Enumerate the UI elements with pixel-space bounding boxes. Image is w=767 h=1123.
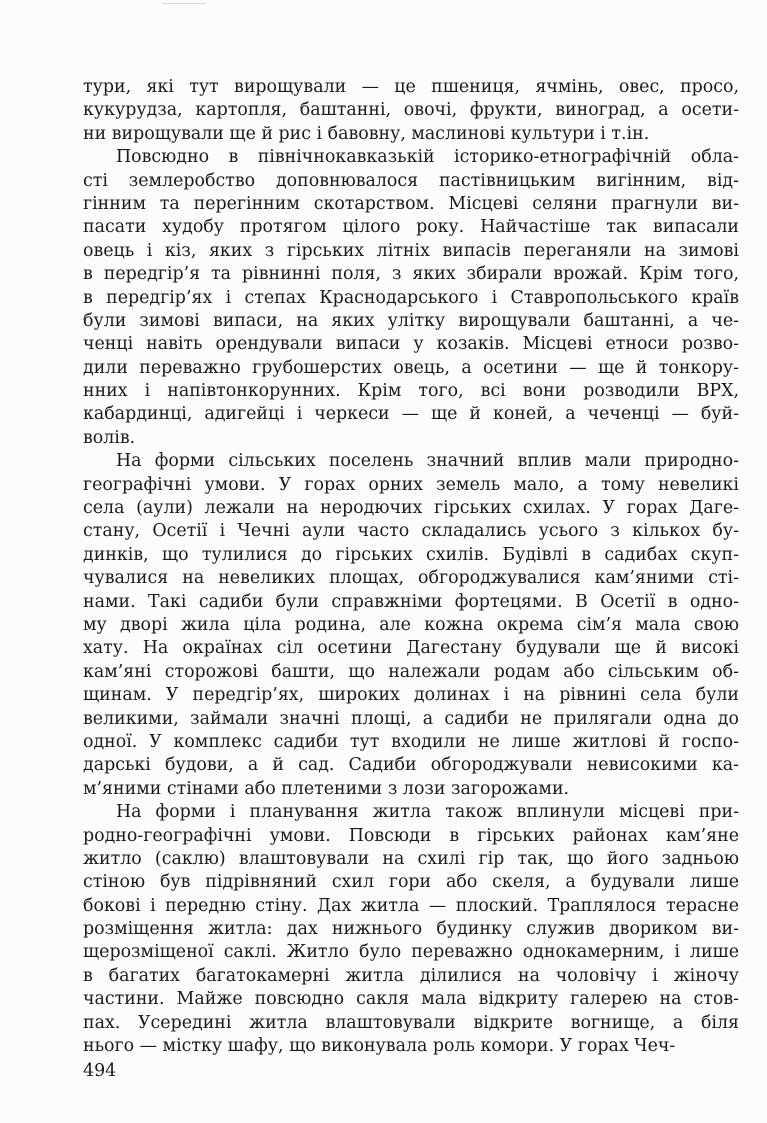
text-line: географічні умови. У горах орних земель мало, а тому невеликі [83,474,739,495]
text-line: кам’яні сторожові башти, що належали родам або сільським об- [83,661,739,682]
paragraph [83,801,739,1058]
text-line: родно-географічні умови. Повсюди в гірських районах кам’яне [83,825,739,846]
text-line: одної. У комплекс садиби тут входили не лише житлові й госпо- [83,731,739,752]
paragraph [83,450,739,801]
text-line: гінним та перегінним скотарством. Місцеві селяни прагнули ви- [83,193,739,214]
text-line: дили переважно грубошерстих овець, а осетини — ще й тонкору- [83,357,739,378]
text-line: великими, займали значні площі, а садиби не прилягали одна до [83,708,739,729]
text-line: На форми і планування житла також вплинули місцеві при- [116,802,739,823]
text-line: сті землеробство доповнювалося пастівницьким вигінним, від- [83,170,739,191]
text-line: щинам. У передгір’ях, широких долинах і на рівнині села були [83,685,739,706]
text-line: частини. Майже повсюдно сакля мала відкриту галерею на стов- [83,989,739,1010]
text-line: пах. Усередині житла влаштовували відкрите вогнище, а біля [83,1012,739,1033]
text-line: були зимові випаси, на яких улітку вирощували баштанні, а че- [83,310,739,331]
text-line: му дворі жила ціла родина, але кожна окрема сім’я мала свою [83,614,739,635]
scan-mark [162,3,206,4]
text-line: щерозміщеної саклі. Житло було переважно однокамерним, і лише [83,942,739,963]
text-line: дарські будови, а й сад. Садиби обгороджували невисокими ка- [83,755,739,776]
text-line: села (аули) лежали на неродючих гірських схилах. У горах Даге- [83,498,739,519]
text-line: ни вирощували ще й рис і бавовну, маслинові культури і т.ін. [83,123,650,144]
text-line: На форми сільських поселень значний вплив мали природно- [116,451,739,472]
text-line: овець і кіз, яких з гірських літніх випасів переганяли на зимові [83,240,739,261]
text-line: кабардинці, адигейці і черкеси — ще й коней, а чеченці — буй- [83,404,739,425]
body-text [83,76,739,1058]
text-line: житло (саклю) влаштовували на схилі гір так, що його задньою [83,848,739,869]
text-line: нього — містку шафу, що виконувала роль комори. У горах Чеч- [83,1036,676,1057]
text-line: волів. [83,427,136,448]
text-line: тури, які тут вирощували — це пшениця, ячмінь, овес, просо, [83,77,739,97]
text-line: пасати худобу протягом цілого року. Найчастіше так випасали [83,217,739,238]
text-line: динків, що тулилися до гірських схилів. Будівлі в садибах скуп- [83,544,739,565]
text-line: чувалися на невеликих площах, обгороджувалися кам’яними сті- [83,568,739,589]
text-line: нних і напівтонкорунних. Крім того, всі вони розводили ВРХ, [83,381,739,402]
text-line: в передгір’ях і степах Краснодарського і Ставропольського країв [83,287,739,308]
text-line: кукурудза, картопля, баштанні, овочі, фрукти, виноград, а осети- [83,100,739,121]
text-line: в передгір’я та рівнинні поля, з яких збирали врожай. Крім того, [83,264,739,285]
paragraph [83,76,739,146]
text-line: розміщення житла: дах нижнього будинку служив двориком ви- [83,919,739,940]
text-line: м’яними стінами або плетеними з лози загорожами. [83,778,570,799]
page-number: 494 [83,1061,117,1081]
text-line: ченці навіть орендували випаси у козаків. Місцеві етноси розво- [83,334,739,355]
text-line: нами. Такі садиби були справжніми фортецями. В Осетії в одно- [83,591,739,612]
paragraph [83,146,739,450]
text-line: стіною був підрівняний схил гори або скеля, а будували лише [83,872,739,893]
text-line: хату. На окраїнах сіл осетини Дагестану будували ще й високі [83,638,739,659]
text-line: стану, Осетії і Чечні аули часто складались усього з кількох бу- [83,521,739,542]
text-line: Повсюдно в північнокавказькій історико-етнографічній обла- [116,147,739,168]
text-line: бокові і передню стіну. Дах житла — плоский. Траплялося терасне [83,895,739,916]
text-line: в багатих багатокамерні житла ділилися на чоловічу і жіночу [83,965,739,986]
